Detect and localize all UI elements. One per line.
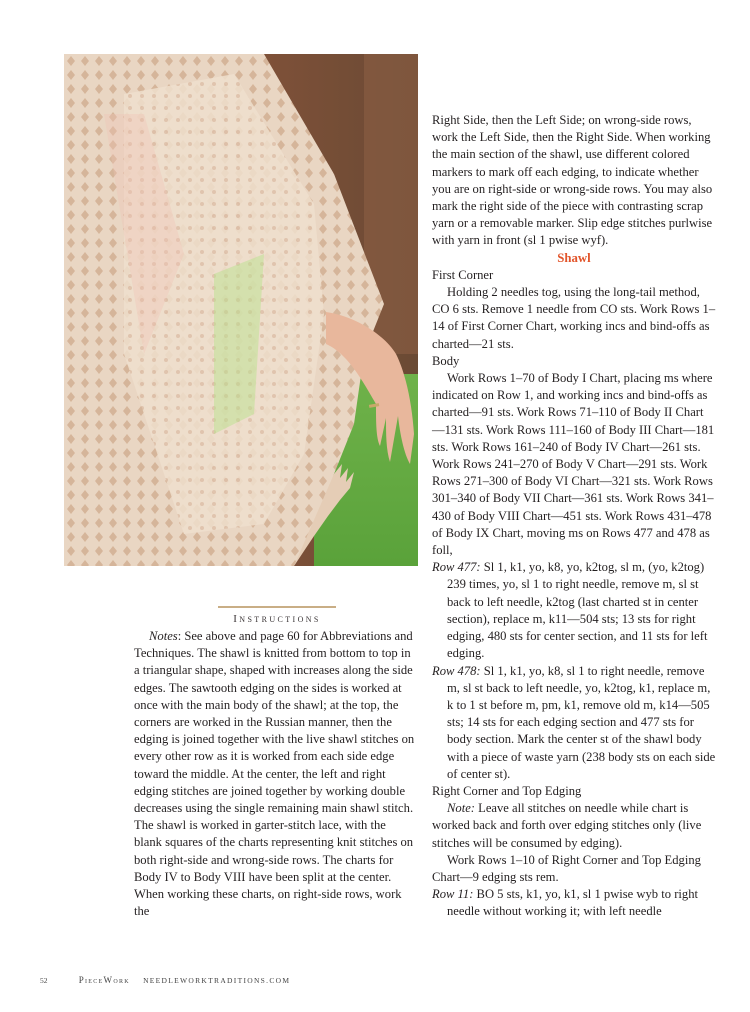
body-text: Work Rows 1–70 of Body I Chart, placing ms where indicated on Row 1, and working incs and bind-offs as charted—91 sts. Work Rows 71–110 of Body II Chart—131 sts. Work Rows 111–160 of Body III Chart—181 sts. Work Rows 161–240 of Body IV Chart—261 sts. Work Rows 241–270 of Body V Chart—291 sts. Work Rows 271–300 of Body VI Chart—321 sts. Work Rows 301–340 of Body VII Chart—361 sts. Work Rows 341–430 of Body VIII Chart—451 sts. Work Rows 431–478 of Body IX Chart, moving ms on Rows 477 and 478 as foll, [432, 371, 715, 558]
row-478-label: Row 478: [432, 663, 481, 678]
row-477-label: Row 477: [432, 560, 481, 575]
right-corner-note [432, 800, 716, 852]
row-477-text: Sl 1, k1, yo, k8, yo, k2tog, sl m, (yo, k2tog) 239 times, yo, sl 1 to right needle, remove m, sl st back to left needle, k2tog (last charted st in center section), replace m, k11—504 sts; 13 sts for right edging, 480 sts for center section, and 11 sts for left edging. [447, 560, 708, 661]
magazine-brand: PieceWork [78, 975, 130, 985]
page-footer [40, 975, 290, 985]
notes-label: Notes [149, 629, 178, 643]
row-477-paragraph [432, 559, 716, 662]
left-text-column [134, 628, 416, 920]
shawl-photo [64, 54, 418, 566]
row-11-text: BO 5 sts, k1, yo, k1, sl 1 pwise wyb to right needle without working it; with left needle [447, 887, 698, 919]
page-number: 52 [40, 976, 48, 985]
instructions-continued: Right Side, then the Left Side; on wrong-side rows, work the Left Side, then the Right Side. When working the main section of the shawl, use different colored markers to mark off each edging, to indicate whether you are on right-side or wrong-side rows. You may also mark the right side of the piece with contrasting scrap yarn or a removable marker. Slip edge stitches purlwise with yarn in front (sl 1 pwise wyf). [432, 113, 713, 248]
row-478-paragraph [432, 663, 716, 783]
body-heading: Body [432, 353, 460, 368]
instructions-heading: Instructions [218, 606, 336, 625]
right-corner-note-text: Leave all stitches on needle while chart is worked back and forth over edging stitches only (live stitches will be consumed by edging). [432, 801, 702, 850]
row-478-text: Sl 1, k1, yo, k8, sl 1 to right needle, remove m, sl st back to left needle, yo, k2tog, k1, replace m, k to 1 st before m, pm, k1, remove old m, k14—505 sts; 14 sts for each edging section and 477 sts for body section. Mark the center st of the shawl body with a piece of waste yarn (238 body sts on each side of center st). [447, 663, 716, 781]
notes-text: : See above and page 60 for Abbreviations and Techniques. The shawl is knitted from bottom to top in a triangular shape, shaped with increases along the side edges. The sawtooth edging on the sides is worked at once with the main body of the shawl; at the top, the corners are worked in the Russian manner, then the edging is joined together with the live shawl stitches on every other row as it is worked from each side edge toward the middle. At the center, the left and right edging stitches are joined together by working double decreases using the single remaining main shawl stitch. The shawl is worked in garter-stitch lace, with the blank squares of the charts representing knit stitches on both right-side and wrong-side rows. The charts for Body IV to Body VIII have been split at the center. When working these charts, on right-side rows, work the [134, 629, 415, 919]
right-corner-note-label: Note: [447, 801, 475, 816]
first-corner-text: Holding 2 needles tog, using the long-tail method, CO 6 sts. Remove 1 needle from CO sts. Work Rows 1–14 of First Corner Chart, working incs and bind-offs as charted—21 sts. [432, 285, 716, 351]
right-corner-text: Work Rows 1–10 of Right Corner and Top Edging Chart—9 edging sts rem. [432, 852, 701, 884]
website-url[interactable]: NEEDLEWORKTRADITIONS.COM [143, 976, 291, 985]
row-11-label: Row 11: [432, 887, 474, 902]
first-corner-heading: First Corner [432, 267, 494, 282]
right-corner-heading: Right Corner and Top Edging [432, 783, 582, 798]
shawl-section-title: Shawl [557, 250, 591, 265]
right-text-column [432, 112, 716, 921]
notes-paragraph [134, 628, 416, 920]
row-11-paragraph [432, 886, 716, 920]
